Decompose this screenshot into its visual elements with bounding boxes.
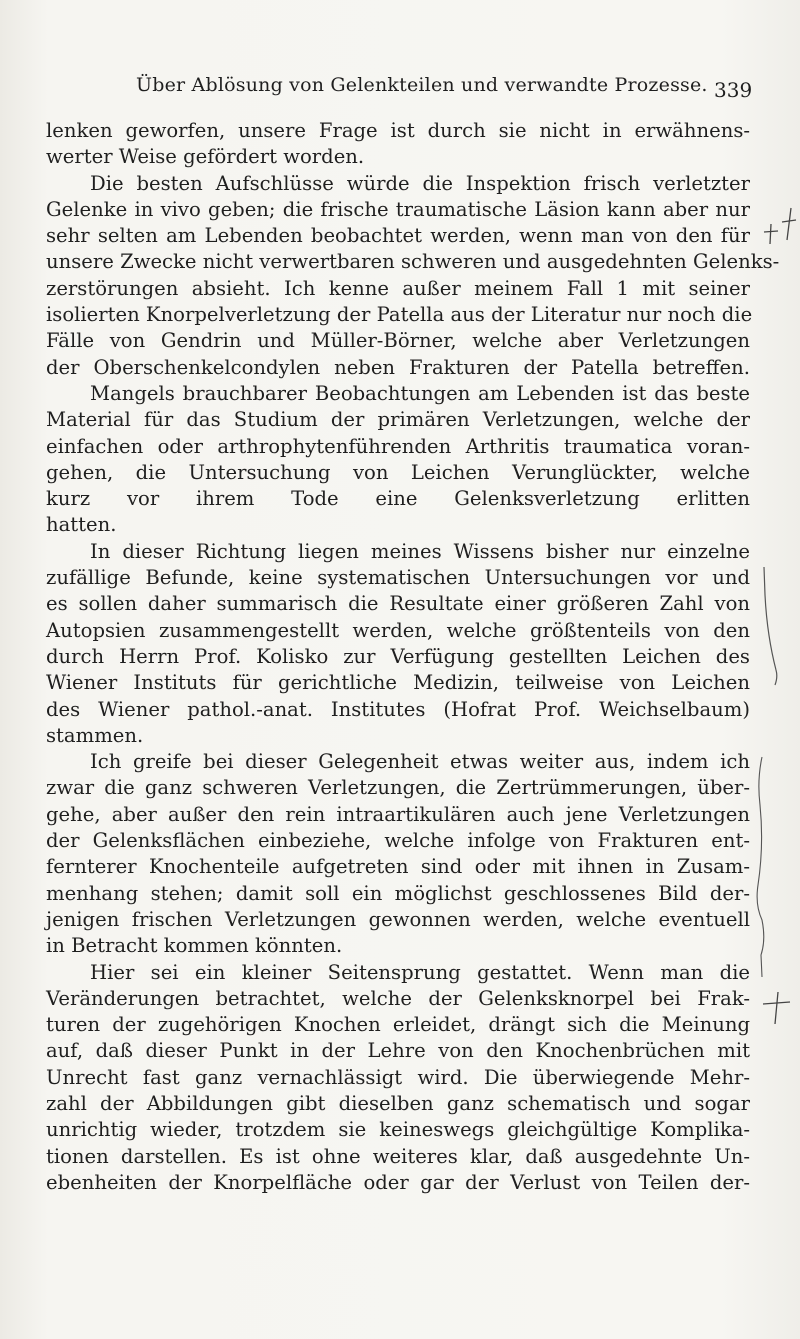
text-line: der Oberschenkelcondylen neben Frakturen der Patella betreffen. <box>46 355 750 379</box>
text-line: es sollen daher summarisch die Resultate einer größeren Zahl von <box>46 592 750 616</box>
text-line: Material für das Studium der primären Verletzungen, welche der <box>46 408 750 432</box>
text-line: turen der zugehörigen Knochen erleidet, drängt sich die Meinung <box>46 1013 750 1037</box>
pencil-cross-mark <box>760 990 796 1030</box>
text-line: unsere Zwecke nicht verwertbaren schweren und ausgedehnten Gelenks- <box>46 250 780 274</box>
pencil-bracket-mark <box>756 565 786 690</box>
text-line: Veränderungen betrachtet, welche der Gelenksknorpel bei Frak- <box>46 986 750 1010</box>
pencil-bracket-mark <box>752 755 776 980</box>
text-line: auf, daß dieser Punkt in der Lehre von den Knochenbrüchen mit <box>46 1039 750 1063</box>
text-line: lenken geworfen, unsere Frage ist durch sie nicht in erwähnens- <box>46 119 750 142</box>
text-line: hatten. <box>46 513 117 537</box>
text-line: zufällige Befunde, keine systematischen Untersuchungen vor und <box>46 566 750 590</box>
text-line: Fälle von Gendrin und Müller-Börner, welche aber Verletzungen <box>46 329 750 353</box>
text-line: einfachen oder arthrophytenführenden Arthritis traumatica voran- <box>46 434 750 458</box>
text-line: des Wiener pathol.-anat. Institutes (Hofrat Prof. Weichselbaum) <box>46 697 750 721</box>
running-title: Über Ablösung von Gelenkteilen und verwandte Prozesse. <box>136 74 708 96</box>
body-text <box>46 118 780 1196</box>
text-line: menhang stehen; damit soll ein möglichst geschlossenes Bild der- <box>46 881 750 905</box>
text-line: Autopsien zusammengestellt werden, welche größtenteils von den <box>46 618 750 642</box>
text-line: zwar die ganz schweren Verletzungen, die Zertrümmerungen, über- <box>46 776 750 800</box>
text-line: Wiener Instituts für gerichtliche Medizin, teilweise von Leichen <box>46 671 750 695</box>
running-header <box>0 72 800 102</box>
text-line: isolierten Knorpelverletzung der Patella aus der Literatur nur noch die <box>46 303 753 327</box>
text-line: sehr selten am Lebenden beobachtet werden, wenn man von den für <box>46 224 750 248</box>
text-line: fernterer Knochenteile aufgetreten sind oder mit ihnen in Zusam- <box>46 855 750 879</box>
paragraph-first-line: Ich greife bei dieser Gelegenheit etwas weiter aus, indem ich <box>90 750 750 774</box>
paragraph-first-line: In dieser Richtung liegen meines Wissens bisher nur einzelne <box>90 539 750 563</box>
text-line: jenigen frischen Verletzungen gewonnen werden, welche eventuell <box>46 907 750 931</box>
text-line: durch Herrn Prof. Kolisko zur Verfügung gestellten Leichen des <box>46 644 750 668</box>
paragraph-first-line: Die besten Aufschlüsse würde die Inspektion frisch verletzter <box>90 171 750 195</box>
pencil-cross-mark <box>760 200 800 250</box>
text-line: unrichtig wieder, trotzdem sie keineswegs gleichgültige Komplika- <box>46 1118 750 1142</box>
text-line: der Gelenksflächen einbeziehe, welche infolge von Frakturen ent- <box>46 829 750 853</box>
margin-annotations <box>752 0 800 1339</box>
page-number: 339 <box>714 78 753 102</box>
text-line: Gelenke in vivo geben; die frische traumatische Läsion kann aber nur <box>46 197 750 221</box>
text-line: stammen. <box>46 723 144 747</box>
paragraph-first-line: Mangels brauchbarer Beobachtungen am Lebenden ist das beste <box>90 381 750 405</box>
text-line: werter Weise gefördert worden. <box>46 145 365 169</box>
text-line: tionen darstellen. Es ist ohne weiteres klar, daß ausgedehnte Un- <box>46 1144 750 1168</box>
paragraph-first-line: Hier sei ein kleiner Seitensprung gestattet. Wenn man die <box>90 960 750 984</box>
text-line: gehe, aber außer den rein intraartikulären auch jene Verletzungen <box>46 802 750 826</box>
text-line: Unrecht fast ganz vernachlässigt wird. Die überwiegende Mehr- <box>46 1065 750 1089</box>
text-line: zahl der Abbildungen gibt dieselben ganz schematisch und sogar <box>46 1091 750 1115</box>
text-line: zerstörungen absieht. Ich kenne außer meinem Fall 1 mit seiner <box>46 276 750 300</box>
text-line: ebenheiten der Knorpelfläche oder gar der Verlust von Teilen der- <box>46 1170 750 1194</box>
text-line: kurz vor ihrem Tode eine Gelenksverletzung erlitten <box>46 487 750 511</box>
text-line: gehen, die Untersuchung von Leichen Verunglückter, welche <box>46 460 750 484</box>
text-line: in Betracht kommen könnten. <box>46 934 343 958</box>
